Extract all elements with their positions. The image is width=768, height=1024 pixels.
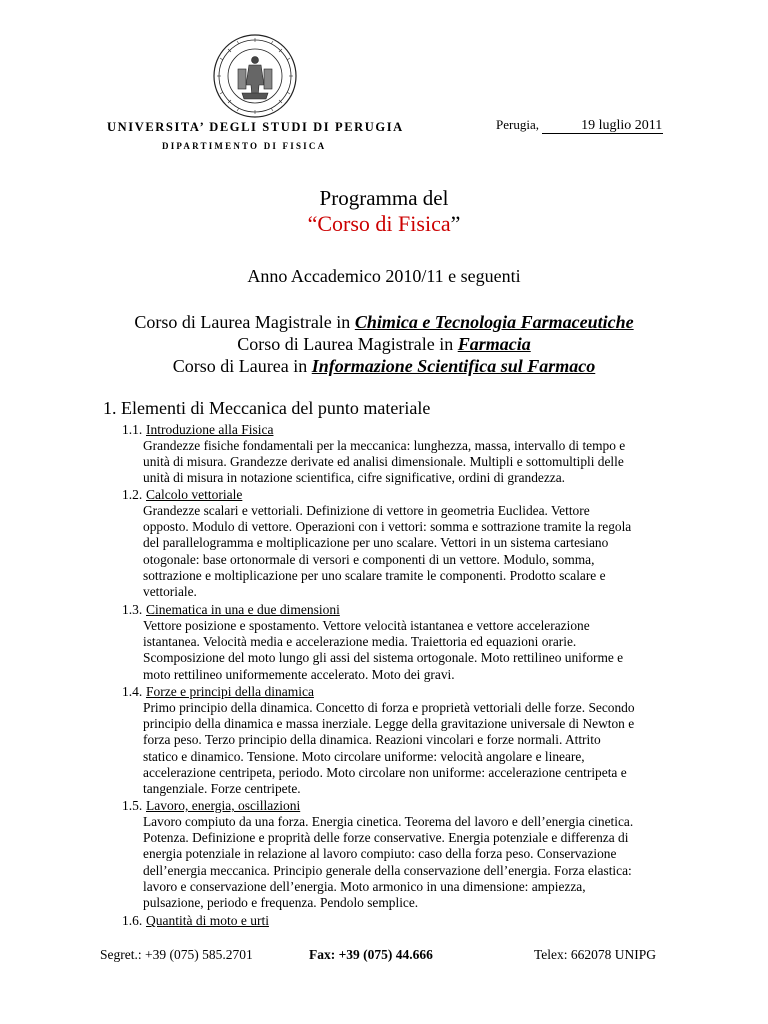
body-line: Grandezze scalari e vettoriali. Definizione di vettore in geometria Euclidea. Vettore <box>143 503 590 518</box>
body-line: Grandezze fisiche fondamentali per la meccanica: lunghezza, massa, intervallo di tempo e <box>143 438 626 453</box>
subsection-body <box>143 700 668 797</box>
body-line: vettoriale. <box>143 584 197 600</box>
subsection-number: 1.5. <box>122 798 143 813</box>
body-line: Lavoro compiuto da una forza. Energia cinetica. Teorema del lavoro e dell’energia cinetica. <box>143 814 634 829</box>
degree-prefix: Corso di Laurea Magistrale in <box>237 334 458 354</box>
body-line: Vettore posizione e spostamento. Vettore velocità istantanea e vettore accelerazione <box>143 618 590 633</box>
subsection-number: 1.2. <box>122 487 143 502</box>
subsection-number: 1.1. <box>122 422 143 437</box>
title-line-1: Programma del <box>319 186 449 210</box>
degree-prefix: Corso di Laurea in <box>172 356 312 376</box>
section-title: 1. Elementi di Meccanica del punto materiale <box>103 398 431 418</box>
subsection-title: Quantità di moto e urti <box>146 913 269 928</box>
subsection-heading <box>122 487 722 503</box>
subsection-title: Calcolo vettoriale <box>146 487 243 502</box>
degree-courses <box>0 311 768 377</box>
open-quote: “ <box>307 211 318 236</box>
subsection-number: 1.4. <box>122 684 143 699</box>
body-line: Scomposizione del moto lungo gli assi del sistema ortogonale. Moto rettilineo uniforme e <box>143 650 624 666</box>
subsection-heading <box>122 798 722 814</box>
footer-phone: Segret.: +39 (075) 585.2701 <box>100 947 253 962</box>
subsection-body <box>143 618 668 683</box>
footer-fax: Fax: +39 (075) 44.666 <box>309 947 433 962</box>
subsection-title: Forze e principi della dinamica <box>146 684 314 699</box>
subsection-number: 1.6. <box>122 913 143 928</box>
body-line: lavoro e conservazione dell’energia. Moto armonico in una dimensione: ampiezza, <box>143 878 586 894</box>
degree-course <box>0 355 768 377</box>
body-line: moto rettilineo uniformemente accelerato. Moto dei gravi. <box>143 666 455 682</box>
subsection-title: Introduzione alla Fisica <box>146 422 274 437</box>
body-line: del parallelogramma e moltiplicazione per uno scalare. Vettori in un sistema cartesiano <box>143 535 609 551</box>
body-line: principio della dinamica e massa inerziale. Legge della gravitazione universale di Newton e <box>143 716 635 732</box>
place-label: Perugia, <box>496 117 539 132</box>
body-line: tangenziale. Forze centripete. <box>143 781 301 797</box>
subsection-heading <box>122 602 722 618</box>
degree-prefix: Corso di Laurea Magistrale in <box>134 312 355 332</box>
body-line: pulsazione, periodo e frequenza. Pendolo semplice. <box>143 895 419 911</box>
body-line: opposto. Modulo di vettore. Operazioni con i vettori: somma e sottrazione tramite la regola <box>143 519 632 535</box>
subsection-body <box>143 438 668 487</box>
document-date: 19 luglio 2011 <box>542 118 663 134</box>
course-name: Corso di Fisica <box>317 211 451 236</box>
degree-name: Informazione Scientifica sul Farmaco <box>311 356 596 376</box>
course-title <box>0 211 768 237</box>
body-line: unità di misura. Grandezze derivate ed analisi dimensionale. Multipli e sottomultipli delle <box>143 454 624 470</box>
body-line: istantanea. Velocità media e accelerazione media. Traiettoria ed equazioni orarie. <box>143 634 577 650</box>
body-line: forza peso. Terzo principio della dinamica. Reazioni vincolari e forze normali. Attrito <box>143 732 601 748</box>
university-seal-icon <box>212 33 298 119</box>
subsection-number: 1.3. <box>122 602 143 617</box>
subsection-body <box>143 503 668 600</box>
department-name: DIPARTIMENTO DI FISICA <box>162 141 327 151</box>
subsection-heading <box>122 684 722 700</box>
degree-name: Farmacia <box>457 334 531 354</box>
body-line: unità di misura in notazione scientifica, cifre significative, ordini di grandezza. <box>143 470 566 486</box>
body-line: Potenza. Definizione e proprità delle forze conservative. Energia potenziale e differenza di <box>143 830 629 846</box>
place-date <box>496 117 663 134</box>
degree-name: Chimica e Tecnologia Farmaceutiche <box>354 312 634 332</box>
subsection-body <box>143 814 668 911</box>
body-line: accelerazione centripeta, periodo. Moto circolare non uniforme: accelerazione centripeta e <box>143 764 627 780</box>
body-line: dell’energia meccanica. Principio generale della conservazione dell’energia. Forza elastica: <box>143 862 632 878</box>
academic-year: Anno Accademico 2010/11 e seguenti <box>247 266 521 286</box>
degree-course <box>0 333 768 355</box>
subsection-title: Cinematica in una e due dimensioni <box>146 602 340 617</box>
footer-telex: Telex: 662078 UNIPG <box>534 947 657 962</box>
subsection-heading <box>122 422 722 438</box>
body-line: Primo principio della dinamica. Concetto di forza e proprietà vettoriali delle forze. Secondo <box>143 700 635 715</box>
degree-course <box>0 311 768 333</box>
body-line: otogonale: base ortonormale di versori e componenti di un vettore. Modulo, somma, <box>143 551 595 567</box>
university-name: UNIVERSITA’ DEGLI STUDI DI PERUGIA <box>107 120 404 134</box>
body-line: statico e dinamico. Tensione. Moto circolare uniforme: velocità angolare e lineare, <box>143 748 585 764</box>
body-line: energia potenziale in relazione al lavoro compiuto: caso della forza peso. Conservazione <box>143 846 617 862</box>
subsection-title: Lavoro, energia, oscillazioni <box>146 798 301 813</box>
subsection-heading <box>122 913 722 929</box>
body-line: sottrazione e moltiplicazione per uno scalare tramite le componenti. Prodotto scalare e <box>143 567 606 583</box>
close-quote: ” <box>450 211 461 236</box>
